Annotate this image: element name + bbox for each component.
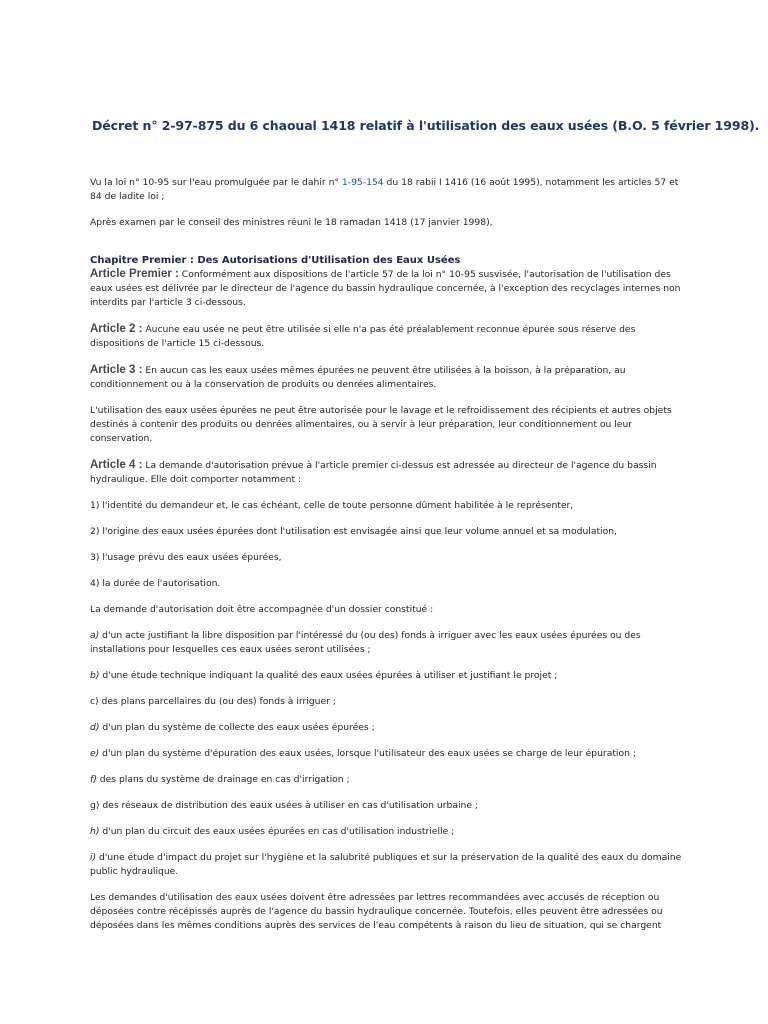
chapter-heading: Chapitre Premier : Des Autorisations d'Utilisation des Eaux Usées [90,255,461,266]
preamble-apres: Après examen par le conseil des ministres réuni le 18 ramadan 1418 (17 janvier 1998), [90,217,493,228]
dossier-letter: i) [90,852,97,863]
dossier-text: d'un acte justifiant la libre disposition par l'intéressé du (ou des) fonds à irriguer avec les eaux usées épurées ou des installations pour lesquelles ces eaux usées seront utilisées ; [90,630,641,655]
dossier-item [90,695,682,709]
dossier-item [90,773,682,787]
preamble-vu-rest: du 18 rabii I 1416 (16 août 1995), notamment les articles 57 et 84 de ladite loi ; [90,177,679,202]
dossier-letter: b) [90,670,100,681]
closing-paragraph: Les demandes d'utilisation des eaux usées doivent être adressées par lettres recommandées avec accusés de réception ou déposées contre récépissés auprès de l'agence du bassin hydraulique concernée. Toutefois, elles peuvent être adressées ou déposées dans les mêmes conditions auprès des services de l'eau compétents à raison du lieu de situation, qui se chargent [90,892,663,931]
article-4-text: La demande d'autorisation prévue à l'article premier ci-dessus est adressée au directeur de l'agence du bassin hydraulique. Elle doit comporter notamment : [90,460,657,485]
decree-title: Décret n° 2-97-875 du 6 chaoual 1418 relatif à l'utilisation des eaux usées (B.O. 5 février 1998). [92,118,760,133]
dossier-letter: d) [90,722,100,733]
dossier-text: des plans parcellaires du (ou des) fonds à irriguer ; [98,696,336,707]
article-2-label: Article 2 : [90,323,143,335]
list-item: 1) l'identité du demandeur et, le cas échéant, celle de toute personne dûment habilitée à le représenter, [90,500,574,511]
list-item: 2) l'origine des eaux usées épurées dont l'utilisation est envisagée ainsi que leur volume annuel et sa modulation, [90,526,617,537]
dossier-text: d'une étude d'impact du projet sur l'hygiène et la salubrité publiques et sur la préservation de la qualité des eaux du domaine public hydraulique. [90,852,682,877]
list-item: 4) la durée de l'autorisation. [90,578,221,589]
dossier-item [90,669,682,683]
dossier-item [90,825,682,839]
dossier-letter: c) [90,696,99,707]
article-4 [90,458,682,487]
article-3-text: En aucun cas les eaux usées mêmes épurées ne peuvent être utilisées à la boisson, à la préparation, au conditionnement ou à la conservation de produits ou denrées alimentaires. [90,365,626,390]
article-3 [90,363,682,392]
dossier-letter: f) [90,774,97,785]
dossier-intro: La demande d'autorisation doit être accompagnée d'un dossier constitué : [90,604,434,615]
dossier-item [90,721,682,735]
preamble-vu [90,176,682,204]
article-2-text: Aucune eau usée ne peut être utilisée si elle n'a pas été préalablement reconnue épurée sous réserve des dispositions de l'article 15 ci-dessous. [90,324,636,349]
article-3-paragraph: L'utilisation des eaux usées épurées ne peut être autorisée pour le lavage et le refroidissement des récipients et autres objets destinés à contenir des produits ou denrées alimentaires, ou à servir à leur préparation, leur conditionnement ou leur conservation. [90,405,672,444]
article-1-text: Conformément aux dispositions de l'article 57 de la loi n° 10-95 susvisée, l'autorisation de l'utilisation des eaux usées est délivrée par le directeur de l'agence du bassin hydraulique concernée, à l'exception des recyclages internes non interdits par l'article 3 ci-dessous. [90,269,681,308]
article-1 [90,267,682,310]
dossier-letter: a) [90,630,100,641]
list-item: 3) l'usage prévu des eaux usées épurées, [90,552,282,563]
dossier-letter: e) [90,748,100,759]
article-1-label: Article Premier : [90,268,179,280]
dossier-item [90,799,682,813]
article-3-label: Article 3 : [90,364,143,376]
preamble-vu-text: Vu la loi n° 10-95 sur l'eau promulguée par le dahir n° [90,177,342,188]
dossier-letter: g) [90,800,100,811]
article-4-label: Article 4 : [90,459,143,471]
dossier-text: des plans du système de drainage en cas d'irrigation ; [96,774,350,785]
dossier-letter: h) [90,826,100,837]
dossier-item [90,629,682,657]
article-2 [90,322,682,351]
dossier-text: des réseaux de distribution des eaux usées à utiliser en cas d'utilisation urbaine ; [99,800,479,811]
dossier-item [90,747,682,761]
dossier-text: d'un plan du système d'épuration des eaux usées, lorsque l'utilisateur des eaux usées se charge de leur épuration ; [99,748,636,759]
dahir-link[interactable]: 1-95-154 [341,177,384,188]
dossier-text: d'un plan du système de collecte des eaux usées épurées ; [99,722,375,733]
dossier-text: d'une étude technique indiquant la qualité des eaux usées épurées à utiliser et justifiant le projet ; [99,670,558,681]
dossier-text: d'un plan du circuit des eaux usées épurées en cas d'utilisation industrielle ; [99,826,455,837]
dossier-item [90,851,682,879]
document-body [90,176,682,933]
